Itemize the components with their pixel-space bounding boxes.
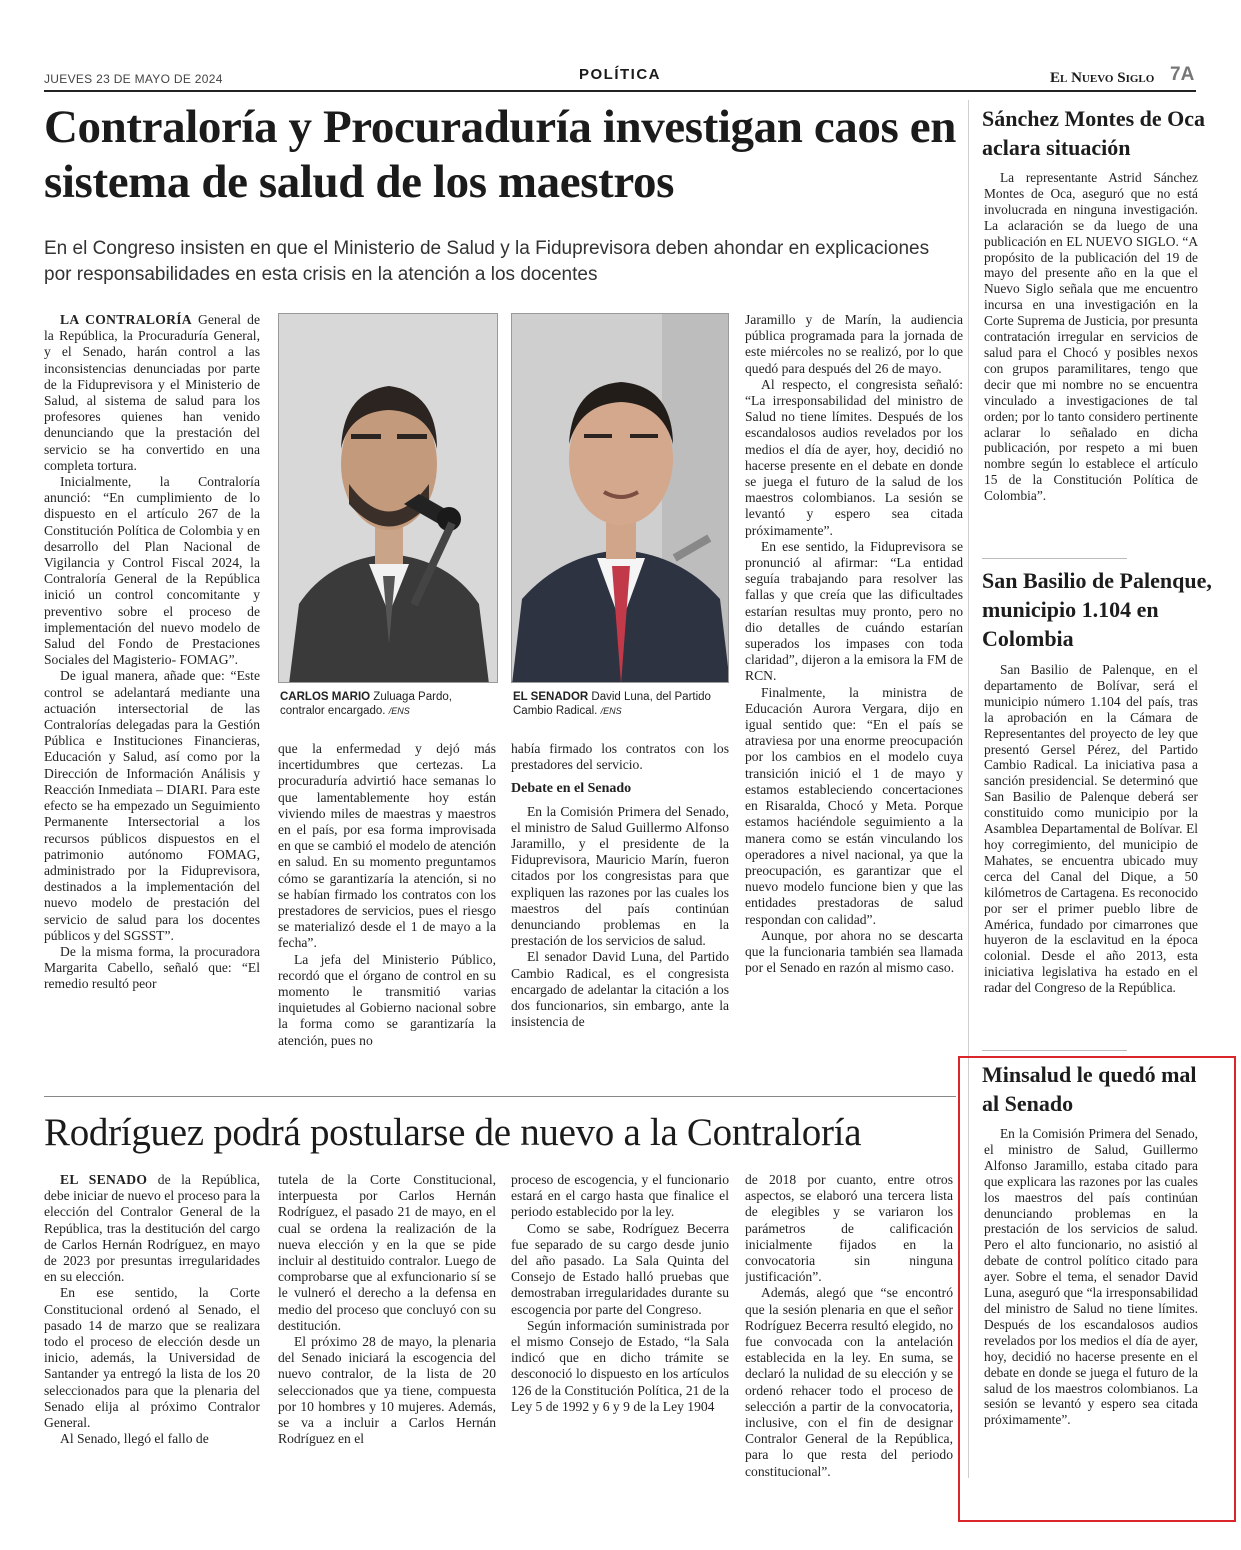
article2-column-3 xyxy=(511,1172,729,1492)
photo-caption-2: EL SENADOR David Luna, del Partido Cambio Radical. /ENS xyxy=(513,691,711,717)
paragraph: Inicialmente, la Contraloría anunció: “En cumplimiento de lo dispuesto en el artículo 267 de la Constitución Política de Colombia y en desarrollo del Plan Nacional de Vigilancia y Control Fiscal 2024, la Contraloría General de la República inició un control concomitante y preventivo sobre el proceso de implementación del nuevo modelo de Salud del Fondo de Prestaciones Sociales del Magisterio- FOMAG”. xyxy=(44,474,260,668)
paragraph: Aunque, por ahora no se descarta que la funcionaria también sea llamada por el Senado en razón al mismo caso. xyxy=(745,927,963,976)
paragraph: El senador David Luna, del Partido Cambio Radical, es el congresista encargado de adelantar la citación a los dos funcionarios, sin embargo, ante la insistencia de xyxy=(511,949,729,1030)
page-number: 7A xyxy=(1170,64,1195,85)
section-name: POLÍTICA xyxy=(579,66,661,83)
article1-column-3 xyxy=(511,741,729,1083)
photo-caption-1: CARLOS MARIO Zuluaga Pardo, contralor encargado. /ENS xyxy=(280,691,452,717)
paragraph: de la República, debe iniciar de nuevo el proceso para la elección del Contralor General de la República, tras la destitución del cargo de Carlos Hernán Rodríguez, en mayo de 2023 por presuntas irregularidades en su elección. xyxy=(44,1172,260,1285)
subhead: Debate en el Senado xyxy=(511,781,632,797)
article2-column-1 xyxy=(44,1172,260,1492)
paragraph: de 2018 por cuanto, entre otros aspectos, se elaboró una tercera lista de elegibles y se variaron los parámetros de calificación inicialmente fijados en la convocatoria sin ninguna justificación”. xyxy=(745,1172,953,1285)
paragraph: Finalmente, la ministra de Educación Aurora Vergara, dijo en igual sentido que: “En el país se atraviesa por una enorme preocupación por los cambios en el modelo cuya transición inició el 1 de mayo y estamos estableciendo concertaciones en Risaralda, Chocó y Meta. Porque estamos haciéndole seguimiento a la manera como se están vinculando los operadores a nivel nacional, ya que la preocupación, es garantizar que el nuevo modelo funcione bien y que las entidades prestadoras de salud respondan con calidad”. xyxy=(745,684,963,927)
paragraph: Jaramillo y de Marín, la audiencia pública programada para la jornada de este miércoles no se realizó, por lo que quedó para después del 26 de mayo. xyxy=(745,312,963,376)
main-headline: Contraloría y Procuraduría investigan caos en sistema de salud de los maestros xyxy=(44,101,956,208)
photo-david-luna xyxy=(511,313,729,683)
newspaper-name: El Nuevo Siglo xyxy=(1050,70,1155,86)
sidebar-body-minsalud: En la Comisión Primera del Senado, el ministro de Salud, Guillermo Alfonso Jaramillo, estaba citado para que explicara las razones por las cuales los maestros del país continúan denunciando problemas en la prestación de los servicios de salud. Pero el alto funcionario, no asistió al debate de control político citado para ayer. Sobre el tema, el senador David Luna, aseguró que “la irresponsabilidad del ministro de Salud no tiene límites. Después de los escandalosos audios revelados por los medios el día de ayer, hoy, decidió no hacerse presente en el debate en donde se juega el futuro de la salud de los maestros colombianos. La sesión se levantó y espero sea citada próximamente”. xyxy=(984,1126,1198,1428)
header-rule xyxy=(44,90,1196,92)
lead-in: EL SENADO xyxy=(60,1172,148,1187)
paragraph: Según información suministrada por el mismo Consejo de Estado, “la Sala indicó que en dicho trámite se desconoció lo dispuesto en los artículos 126 de la Constitución Política, 21 de la Ley 5 de 1992 y 6 y 9 de la Ley 1904 xyxy=(511,1317,729,1414)
paragraph: proceso de escogencia, y el funcionario estará en el cargo hasta que finalice el periodo establecido por la ley. xyxy=(511,1172,729,1220)
sidebar-title-palenque: San Basilio de Palenque, municipio 1.104 en Colombia xyxy=(982,568,1212,651)
paragraph: De la misma forma, la procuradora Margarita Cabello, señaló que: “El remedio resultó peor xyxy=(44,943,260,992)
lead-in: LA CONTRALORÍA xyxy=(60,312,192,327)
sidebar-title-sanchez: Sánchez Montes de Oca aclara situación xyxy=(982,106,1206,160)
paragraph: Como se sabe, Rodríguez Becerra fue separado de su cargo desde junio del año pasado. La Sala Quinta del Consejo de Estado halló pruebas que demostraban irregularidades durante su escogencia por parte del Congreso. xyxy=(511,1220,729,1317)
paragraph: En la Comisión Primera del Senado, el ministro de Salud Guillermo Alfonso Jaramillo, y el presidente de la Fiduprevisora, Mauricio Marín, fueron citados por los congresistas para que expliquen las razones por las cuales los maestros del país continúan denunciando problemas en la prestación de los servicios de salud. xyxy=(511,803,729,949)
paragraph: En ese sentido, la Fiduprevisora se pronunció al afirmar: “La entidad seguía trabajando para resolver las fallas y que creía que las dificultades estarían resultas muy pronto, pero no dio detalles de cuándo estarían superados los impases con toda claridad”, dijeron a la emisora la FM de RCN. xyxy=(745,538,963,684)
article1-column-2 xyxy=(278,741,496,1083)
portrait-man-microphone-icon xyxy=(279,314,498,683)
paragraph: De igual manera, añade que: “Este control se adelantará mediante una actuación intersectorial de las Contralorías delegadas para la Gestión Pública e Instituciones Financieras, Educación y Salud, así como por la Dirección de Información Análisis y Reacción Inmediata – DIARI. Para este efecto se ha empezado un Seguimiento Permanente Intersectorial a los recursos públicos dispuestos en el patrimonio autónomo FOMAG, administrado por la Fiduprevisora, destinados a la implementación del nuevo modelo de prestación del servicio de salud para los docentes públicos y del SGSST”. xyxy=(44,668,260,943)
issue-date: JUEVES 23 DE MAYO DE 2024 xyxy=(44,72,223,86)
portrait-man-suit-icon xyxy=(512,314,729,683)
main-deck: En el Congreso insisten en que el Ministerio de Salud y la Fiduprevisora deben ahondar en explicaciones por responsabilidades en esta crisis en la atención a los docentes xyxy=(44,238,930,285)
sidebar-title-minsalud: Minsalud le quedó mal al Senado xyxy=(982,1062,1197,1116)
paragraph: había firmado los contratos con los prestadores del servicio. xyxy=(511,741,729,773)
article2-column-4 xyxy=(745,1172,953,1492)
article1-column-1 xyxy=(44,312,260,1082)
paragraph: La jefa del Ministerio Público, recordó que el órgano de control en su momento le transmitió varias inquietudes al Gobierno nacional sobre la forma como se garantizaría la atención, pues no xyxy=(278,951,496,1048)
paragraph: El próximo 28 de mayo, la plenaria del Senado iniciará la escogencia del nuevo contralor, de la lista de 20 seleccionados que ya tiene, compuesta por 10 hombres y 10 mujeres. Además, se va a incluir a Carlos Hernán Rodríguez en el xyxy=(278,1334,496,1447)
second-headline: Rodríguez podrá postularse de nuevo a la Contraloría xyxy=(44,1111,862,1154)
sidebar-body-palenque: San Basilio de Palenque, en el departamento de Bolívar, será el municipio número 1.104 del país, tras la aprobación en la Cámara de Representantes del proyecto de ley que presentó Gersel Pérez, del Partido Cambio Radical. La iniciativa pasa a sanción presidencial. Se determinó que San Basilio de Palenque deberá ser constituido como municipio por la Asamblea Departamental de Bolívar. El hoy corregimiento, del municipio de Mahates, se encuentra ubicado muy cerca del Canal del Dique, a 50 kilómetros de Cartagena. Es reconocido por ser el primer pueblo libre de América, fundado por cimarrones que huyeron de la esclavitud en la época colonial. Desde el año 2013, esta iniciativa legislativa ha estado en el radar del Congreso de la República. xyxy=(984,662,1198,996)
sidebar-separator xyxy=(982,558,1127,559)
article-divider xyxy=(44,1096,956,1097)
paragraph: tutela de la Corte Constitucional, interpuesta por Carlos Hernán Rodríguez, el pasado 21 de mayo, en el cual se ordena la realización de la nueva elección y en la que se pide incluir al destituido contralor. Luego de comprobarse que al exfuncionario sí se le vulneró el derecho a la defensa en medio del proceso que concluyó con su destitución. xyxy=(278,1172,496,1333)
article1-column-4 xyxy=(745,312,963,1084)
paragraph: Al Senado, llegó el fallo de xyxy=(60,1431,209,1447)
paragraph: General de la República, la Procuraduría General, y el Senado, harán control a las inconsistencias denunciadas por parte de la Fiduprevisora y el Ministerio de Salud, al sistema de salud para los profesores quienes han venido denunciando que la prestación del servicio se ha convertido en una completa tortura. xyxy=(44,312,260,473)
photo-carlos-mario xyxy=(278,313,498,683)
sidebar-body-sanchez: La representante Astrid Sánchez Montes de Oca, aseguró que no está involucrada en ninguna investigación. La aclaración se da luego de una publicación en EL NUEVO SIGLO. “A propósito de la publicación del 19 de mayo del presente año en la que el Nuevo Siglo señala que me encuentro incursa en una investigación en la Corte Suprema de Justicia, por presunta contratación irregular en servicios de salud para el Chocó y posibles nexos con grupos paramilitares, tengo que decir que mi nombre no se encuentra vinculado a investigaciones de tal orden; por lo tanto considero pertinente aclarar lo señalado en dicha publicación, por respeto a mi buen nombre según lo establece el artículo 15 de la Constitución Política de Colombia”. xyxy=(984,170,1198,504)
paragraph: Al respecto, el congresista señaló: “La irresponsabilidad del ministro de Salud no tiene límites. Después de los escandalosos audios revelados por los medios el día de ayer, hoy, decidió no hacerse presente en el debate en donde se juega el futuro de la salud de los maestros colombianos. La sesión se levantó y espero sea citada próximamente”. xyxy=(745,376,963,538)
sidebar-separator xyxy=(982,1050,1127,1051)
paragraph: que la enfermedad y dejó más incertidumbres que certezas. La procuraduría advirtió hace semanas lo que lamentablemente hoy están viviendo miles de maestras y maestros en el país, por esa forma improvisada en que se cambió el modelo de atención en salud. En su momento preguntamos cómo se garantizaría la atención, si no se habían firmado los contratos con los prestadores de servicios, pues el riesgo se materializó desde el 1 de mayo a la fecha”. xyxy=(278,741,496,951)
paragraph: Además, alegó que “se encontró que la sesión plenaria en que el señor Rodríguez Becerra resultó elegido, no fue convocada con la antelación establecida en la ley. En suma, se declaró la nulidad de su elección y se ordenó rehacer todo el proceso de selección a partir de la convocatoria, inclusive, con el fin de designar Contralor General de la República, para lo que resta del periodo constitucional”. xyxy=(745,1285,953,1479)
article2-column-2 xyxy=(278,1172,496,1492)
paragraph: En ese sentido, la Corte Constitucional ordenó al Senado, el pasado 14 de marzo que se realizara todo el proceso de elección desde un inicio, además, la Universidad de Santander ya entregó la lista de los 20 seleccionados para que la plenaria del Senado elija al próximo Contralor General. xyxy=(44,1285,260,1431)
